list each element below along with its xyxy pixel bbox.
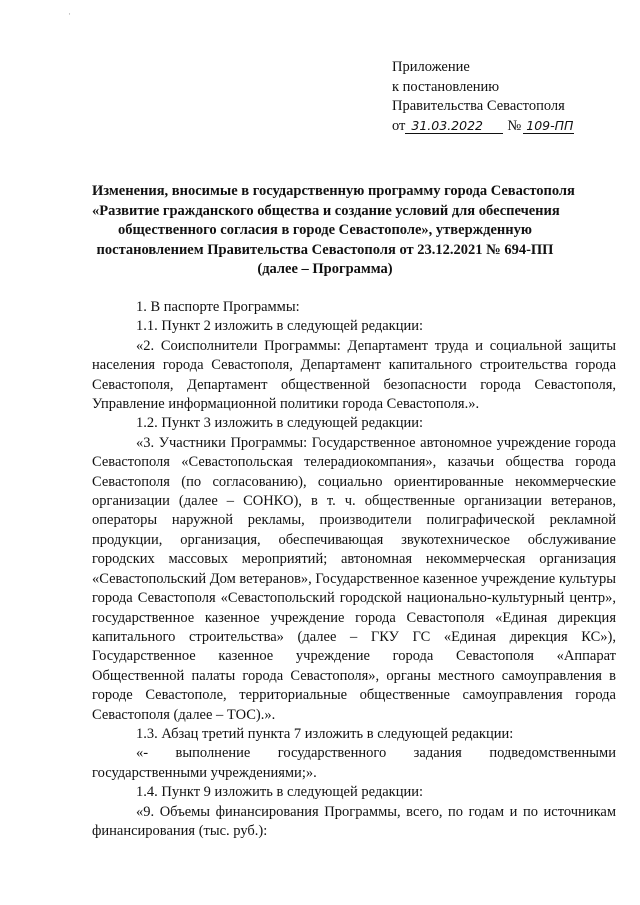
paragraph-1-3-text: «- выполнение государственного задания подведомственными государственными учреждениями;». [92, 745, 616, 781]
appendix-block [392, 58, 622, 136]
handwritten-date: 31.03.2022 [405, 118, 503, 134]
title-line-4: постановлением Правительства Севастополя от 23.12.2021 № 694-ПП [96, 241, 554, 258]
appendix-line-2: к постановлению [392, 78, 500, 95]
paragraph-1-3: 1.3. Абзац третий пункта 7 изложить в следующей редакции: [136, 725, 514, 742]
number-sign: № [507, 117, 522, 134]
paragraph-1-1: 1.1. Пункт 2 изложить в следующей редакции: [136, 318, 424, 335]
paragraph-1-2-text: «3. Участники Программы: Государственное автономное учреждение города Севастополя «Севастопольская телерадиокомпания», казачьи общества города Севастополя (по согласованию), социально ориентированные некоммерческие организации (далее – СОНКО), в т. ч. общественные организации ветеранов, операторы наружной рекламы, производители полиграфической рекламной продукции, организация, обеспечивающая звукотехническое обслуживание городских массовых мероприятий; автономная некоммерческая организация «Севастопольский Дом ветеранов», Государственное казенное учреждение культуры города Севастополя «Севастопольский городской национально-культурный центр», государственное казенное учреждение города Севастополя «Единая дирекция капитального строительства» (далее – ГКУ ГС «Единая дирекция КС»), Государственное казенное учреждение города Севастополя «Аппарат Общественной палаты города Севастополя», органы местного самоуправления в городе Севастополе, территориальные общественные самоуправления города Севастополя (далее – ТОС).». [92, 434, 616, 723]
title-line-1: Изменения, вносимые в государственную программу города Севастополя [92, 183, 575, 199]
title-line-3: общественного согласия в городе Севастополе», утвержденную [118, 222, 532, 238]
title-line-2: «Развитие гражданского общества и создание условий для обеспечения [92, 202, 560, 219]
paragraph-1-4-text: «9. Объемы финансирования Программы, всего, по годам и по источникам финансирования (тыс. руб.): [92, 803, 616, 839]
from-label: от [392, 117, 406, 134]
scan-mark: · [68, 9, 71, 19]
handwritten-number: 109-ПП [523, 118, 574, 134]
appendix-line-1: Приложение [392, 59, 470, 75]
paragraph-1-1-text: «2. Соисполнители Программы: Департамент труда и социальной защиты населения города Севастополя, Департамент капитального строительства города Севастополя, Департамент общественной безопасности города Севастополя, Управление информационной политики города Севастополя.». [92, 337, 616, 413]
paragraph-1: 1. В паспорте Программы: [136, 299, 300, 315]
document-title [92, 182, 575, 280]
paragraph-1-4: 1.4. Пункт 9 изложить в следующей редакции: [136, 784, 424, 801]
appendix-line-3: Правительства Севастополя [392, 98, 565, 114]
title-line-5: (далее – Программа) [257, 261, 393, 277]
paragraph-1-2: 1.2. Пункт 3 изложить в следующей редакции: [136, 415, 424, 432]
document-body [92, 298, 616, 841]
resolution-date-number [392, 117, 622, 137]
